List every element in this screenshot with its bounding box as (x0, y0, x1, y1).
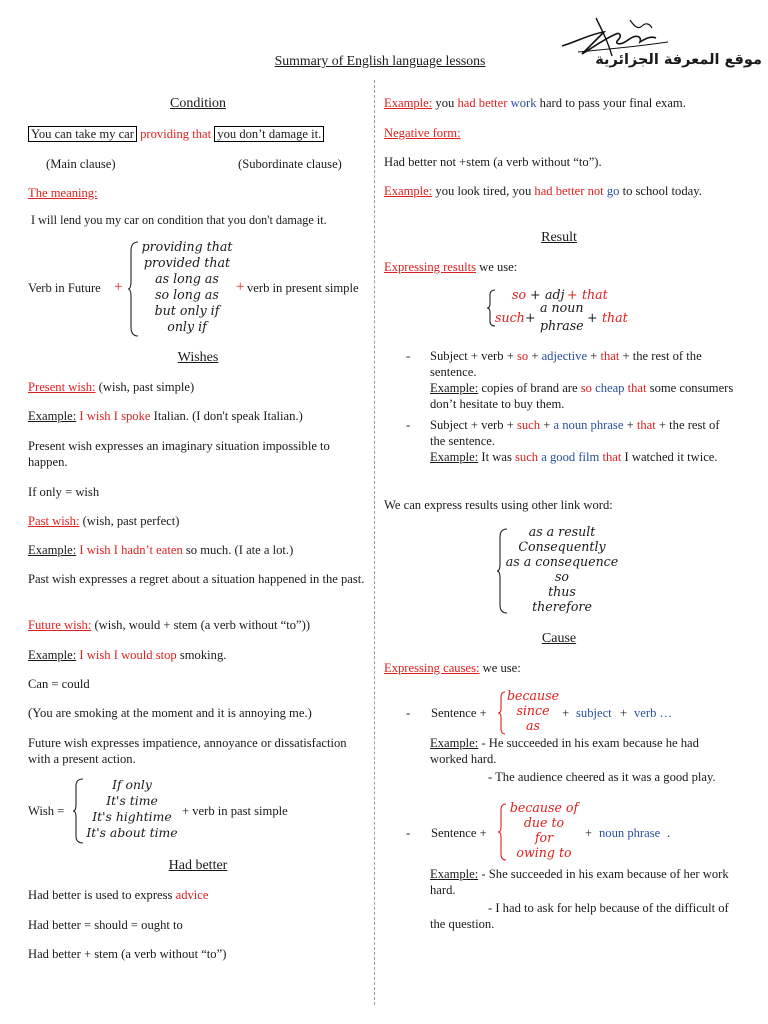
bullet-dash: - (406, 706, 411, 720)
page-title: Summary of English language lessons (274, 53, 486, 68)
wish-forms-list (80, 777, 184, 841)
example-label: Example: (430, 381, 479, 395)
example-subject: I (79, 648, 84, 662)
formula-noun: a noun (540, 300, 584, 315)
we-use-text: we use: (482, 661, 521, 675)
result-link-word: so (554, 569, 570, 584)
example-rest: hard to pass your final exam. (539, 96, 686, 110)
example-text: copies of brand are (481, 381, 578, 395)
example-rest: some consumers don’t hesitate to buy them. (430, 381, 734, 411)
expressing-results-line (384, 259, 734, 275)
future-wish-desc: Future wish expresses impatience, annoyance or dissatisfaction with a present action. (28, 736, 347, 766)
formula-verb: verb … (634, 706, 673, 720)
can-could-line: Can = could (28, 677, 90, 691)
meaning-text: I will lend you my car on condition that you don't damage it. (31, 213, 327, 227)
bullet-subject: Subject + verb + (430, 349, 514, 363)
wish-form-item: It's hightime (92, 809, 172, 824)
cause-conjunctions (504, 688, 562, 733)
bullet-so: so (516, 349, 529, 363)
example-text (430, 866, 734, 898)
example-rest: I watched it twice. (624, 450, 718, 464)
preposition-item: for (534, 830, 554, 845)
link-word-item: provided that (143, 255, 231, 270)
bullet-dash: - (406, 418, 411, 432)
formula-plus: + (620, 706, 628, 720)
result-link-word: as a result (528, 524, 596, 539)
if-only-line: If only = wish (28, 485, 100, 499)
sentence-plus: Sentence + (431, 706, 487, 720)
example-line: - He succeeded in his exam because he had worked hard. (430, 736, 699, 766)
main-clause-box: You can take my car (28, 126, 137, 142)
conjunction-item: because (506, 688, 560, 703)
period: . (667, 826, 671, 840)
present-wish-desc: Present wish expresses an imaginary situation impossible to happen. (28, 439, 330, 469)
condition-formula (28, 239, 368, 339)
present-wish-line (28, 379, 368, 395)
present-wish-example (28, 408, 368, 424)
future-wish-text: (wish, would + stem (a verb without “to”)) (94, 618, 311, 632)
past-wish-example (28, 542, 368, 558)
example-verb: I hadn’t eaten (113, 543, 183, 557)
link-words-intro: We can express results using other link word: (384, 498, 613, 512)
formula-that: that (582, 287, 608, 302)
wish-form-item: It's about time (86, 825, 178, 840)
had-better-line1 (28, 887, 368, 903)
example-rest: smoking. (179, 648, 227, 662)
preposition-item: owing to (516, 845, 572, 860)
example-text: It was (481, 450, 512, 464)
example-such: such (515, 450, 539, 464)
formula-plus: + (567, 287, 578, 302)
bullet-adjective: adjective (541, 349, 588, 363)
wish-form-item: It's time (106, 793, 158, 808)
condition-example (28, 126, 368, 142)
bullet-plus: + (531, 349, 539, 363)
plus-sign: + (114, 279, 123, 295)
formula-phrase: phrase (540, 318, 584, 333)
cause-example-1 (384, 735, 734, 805)
example-so: so (580, 381, 592, 395)
had-better-line1-text: Had better is used to express (28, 888, 173, 902)
past-wish-desc: Past wish expresses a regret about a situation happened in the past. (28, 572, 365, 586)
wish-tail: + verb in past simple (182, 804, 288, 818)
site-name: موقع المعرفة الجزائرية (595, 52, 762, 68)
example-had-better-not: had better not (534, 184, 604, 198)
bullet-dash: - (406, 349, 411, 363)
subordinate-clause-label: (Subordinate clause) (238, 157, 342, 171)
future-wish-line (28, 617, 368, 633)
condition-heading: Condition (169, 96, 226, 111)
subordinate-clause-box: you don’t damage it. (214, 126, 324, 142)
past-wish-text: (wish, past perfect) (82, 514, 180, 528)
link-word-item: but only if (154, 303, 220, 318)
example-label: Example: (430, 867, 479, 881)
link-word-item: only if (167, 319, 207, 334)
example-wish: wish (86, 409, 111, 423)
past-wish-line (28, 513, 368, 529)
result-formula (384, 284, 734, 334)
example-verb: go (606, 184, 620, 198)
bullet-dash: - (406, 826, 411, 840)
conjunction-item: since (516, 703, 550, 718)
had-better-line2: Had better = should = ought to (28, 918, 183, 932)
example-text (430, 735, 734, 767)
column-divider (374, 80, 375, 1005)
formula-subject: subject (576, 706, 612, 720)
wish-formula (28, 776, 368, 848)
bullet-plus: + (590, 349, 598, 363)
bullet-noun-phrase: a noun phrase (553, 418, 624, 432)
preposition-item: because of (509, 800, 579, 815)
example-line: - The audience cheered as it was a good play. (488, 770, 716, 784)
result-link-word: thus (548, 584, 576, 599)
wish-form-item: If only (112, 777, 152, 792)
future-wish-label: Future wish: (28, 618, 92, 632)
bullet-rest: + the rest of the sentence. (430, 349, 702, 379)
example-wish: wish (86, 543, 111, 557)
bullet-plus: + (626, 418, 634, 432)
link-word-item: so long as (155, 287, 219, 302)
example-label: Example: (28, 409, 77, 423)
bullet-rest: + the rest of the sentence. (430, 418, 720, 448)
bullet-that: that (636, 418, 656, 432)
result-bullet-such (384, 417, 734, 487)
example-that: that (602, 450, 622, 464)
example-text: you (435, 96, 455, 110)
link-word-item: as long as (155, 271, 219, 286)
bullet-such: such (516, 418, 541, 432)
main-clause-label: (Main clause) (46, 157, 116, 171)
past-wish-label: Past wish: (28, 514, 80, 528)
we-use-text: we use: (479, 260, 518, 274)
formula-that: that (602, 310, 628, 325)
formula-such: such (495, 310, 525, 325)
example-label: Example: (28, 543, 77, 557)
example-verb: work (510, 96, 537, 110)
formula-plus: + (587, 310, 598, 325)
example-label: Example: (28, 648, 77, 662)
example-label: Example: (430, 450, 479, 464)
smoking-note: (You are smoking at the moment and it is annoying me.) (28, 706, 312, 720)
advice-word: advice (175, 888, 209, 902)
link-words-list (136, 239, 238, 335)
formula-noun-phrase: noun phrase (599, 826, 661, 840)
verb-future: Verb in Future (28, 281, 101, 295)
example-that: that (627, 381, 647, 395)
had-better-example-2 (384, 183, 734, 199)
verb-present: verb in present simple (247, 281, 359, 295)
negative-form-label: Negative form: (384, 126, 461, 140)
bullet-subject: Subject + verb + (430, 418, 514, 432)
link-word: providing that (140, 127, 212, 141)
formula-plus: + (525, 310, 536, 325)
conjunction-item: as (526, 718, 540, 733)
formula-adj: adj (545, 287, 565, 302)
wish-equals: Wish = (28, 804, 65, 818)
cause-example-2 (384, 866, 734, 936)
expressing-causes-label: Expressing causes: (384, 661, 480, 675)
result-link-word: Consequently (518, 539, 606, 554)
formula-plus: + (562, 706, 570, 720)
example-rest: Italian. (I don't speak Italian.) (153, 409, 303, 423)
plus-sign: + (236, 279, 245, 295)
meaning-label: The meaning: (28, 186, 98, 200)
example-line: - I had to ask for help because of the difficult of the question. (430, 901, 729, 931)
example-noun-phrase: a good film (541, 450, 600, 464)
formula-plus: + (585, 826, 593, 840)
cause-formula-prep (384, 800, 734, 864)
example-subject: I (79, 409, 84, 423)
example-wish: wish (86, 648, 111, 662)
example-text: you look tired, you (435, 184, 532, 198)
expressing-results-label: Expressing results (384, 260, 476, 274)
expressing-causes-line (384, 660, 734, 676)
bullet-plus: + (543, 418, 551, 432)
sentence-plus: Sentence + (431, 826, 487, 840)
cause-heading: Cause (541, 631, 577, 646)
example-had-better: had better (457, 96, 508, 110)
example-rest: to school today. (622, 184, 702, 198)
cause-formula-conj (384, 688, 734, 740)
present-wish-label: Present wish: (28, 380, 96, 394)
cause-prepositions (505, 800, 583, 860)
example-verb: I would stop (113, 648, 177, 662)
result-link-word: as a consequence (505, 554, 619, 569)
had-better-heading: Had better (168, 858, 228, 873)
future-wish-example (28, 647, 368, 663)
example-adjective: cheap (595, 381, 625, 395)
result-link-word: therefore (532, 599, 592, 614)
example-verb: I spoke (113, 409, 151, 423)
negative-form-text: Had better not +stem (a verb without “to”). (384, 155, 602, 169)
example-subject: I (79, 543, 84, 557)
bullet-text (430, 348, 734, 412)
link-word-item: providing that (141, 239, 233, 254)
formula-so: so (512, 287, 527, 302)
formula-plus: + (530, 287, 541, 302)
had-better-example-1 (384, 95, 734, 111)
present-wish-text: (wish, past simple) (98, 380, 195, 394)
example-line: - She succeeded in his exam because of her work hard. (430, 867, 729, 897)
result-link-words-list (504, 524, 620, 614)
bullet-text (430, 417, 734, 465)
result-heading: Result (541, 230, 577, 245)
bullet-that: that (600, 349, 620, 363)
had-better-line3: Had better + stem (a verb without “to”) (28, 947, 227, 961)
example-label: Example: (430, 736, 479, 750)
example-rest: so much. (I ate a lot.) (185, 543, 294, 557)
preposition-item: due to (523, 815, 565, 830)
result-link-words (384, 524, 734, 620)
example-label: Example: (384, 96, 433, 110)
wishes-heading: Wishes (177, 350, 219, 365)
example-label: Example: (384, 184, 433, 198)
